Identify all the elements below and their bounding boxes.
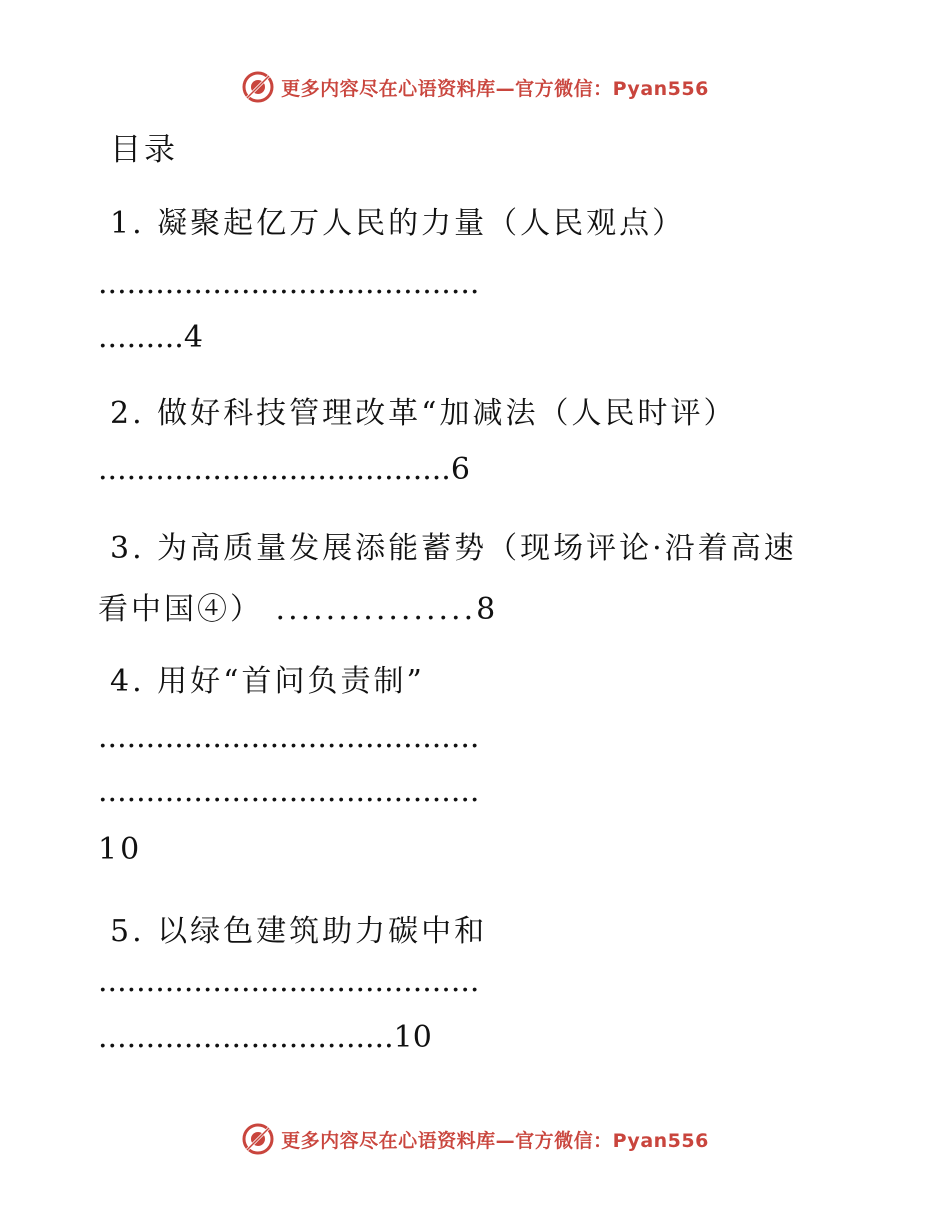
toc-entry-3-page: 看中国④） ................8 xyxy=(98,592,499,627)
toc-entry-4-dots-2: ........................................ xyxy=(98,774,480,809)
toc-entry-1-dots: ........................................ xyxy=(98,266,480,301)
toc-entry-2-label[interactable]: 2. 做好科技管理改革“加减法（人民时评） xyxy=(110,396,737,431)
toc-entry-4-page: 10 xyxy=(98,832,143,867)
watermark-top xyxy=(0,70,950,104)
toc-entry-1-label[interactable]: 1. 凝聚起亿万人民的力量（人民观点） xyxy=(110,206,686,241)
toc-entry-4-label[interactable]: 4. 用好“首问负责制” xyxy=(110,664,425,699)
toc-title: 目录 xyxy=(110,132,178,168)
watermark-text: 更多内容尽在心语资料库—官方微信：Pyan556 xyxy=(281,1129,709,1152)
toc-entry-5-page: ...............................10 xyxy=(98,1020,432,1055)
toc-entry-4-dots-1: ........................................ xyxy=(98,720,480,755)
watermark-text: 更多内容尽在心语资料库—官方微信：Pyan556 xyxy=(281,77,709,100)
toc-entry-2-page: .....................................6 xyxy=(98,452,470,487)
toc-entry-1-page: .........4 xyxy=(98,320,203,355)
toc-entry-5-dots: ........................................ xyxy=(98,964,480,999)
logo-icon xyxy=(241,1122,275,1156)
toc-entry-3-label[interactable]: 3. 为高质量发展添能蓄势（现场评论·沿着高速 xyxy=(110,531,797,566)
logo-icon xyxy=(241,70,275,104)
watermark-bottom xyxy=(0,1122,950,1156)
toc-entry-5-label[interactable]: 5. 以绿色建筑助力碳中和 xyxy=(110,914,488,949)
